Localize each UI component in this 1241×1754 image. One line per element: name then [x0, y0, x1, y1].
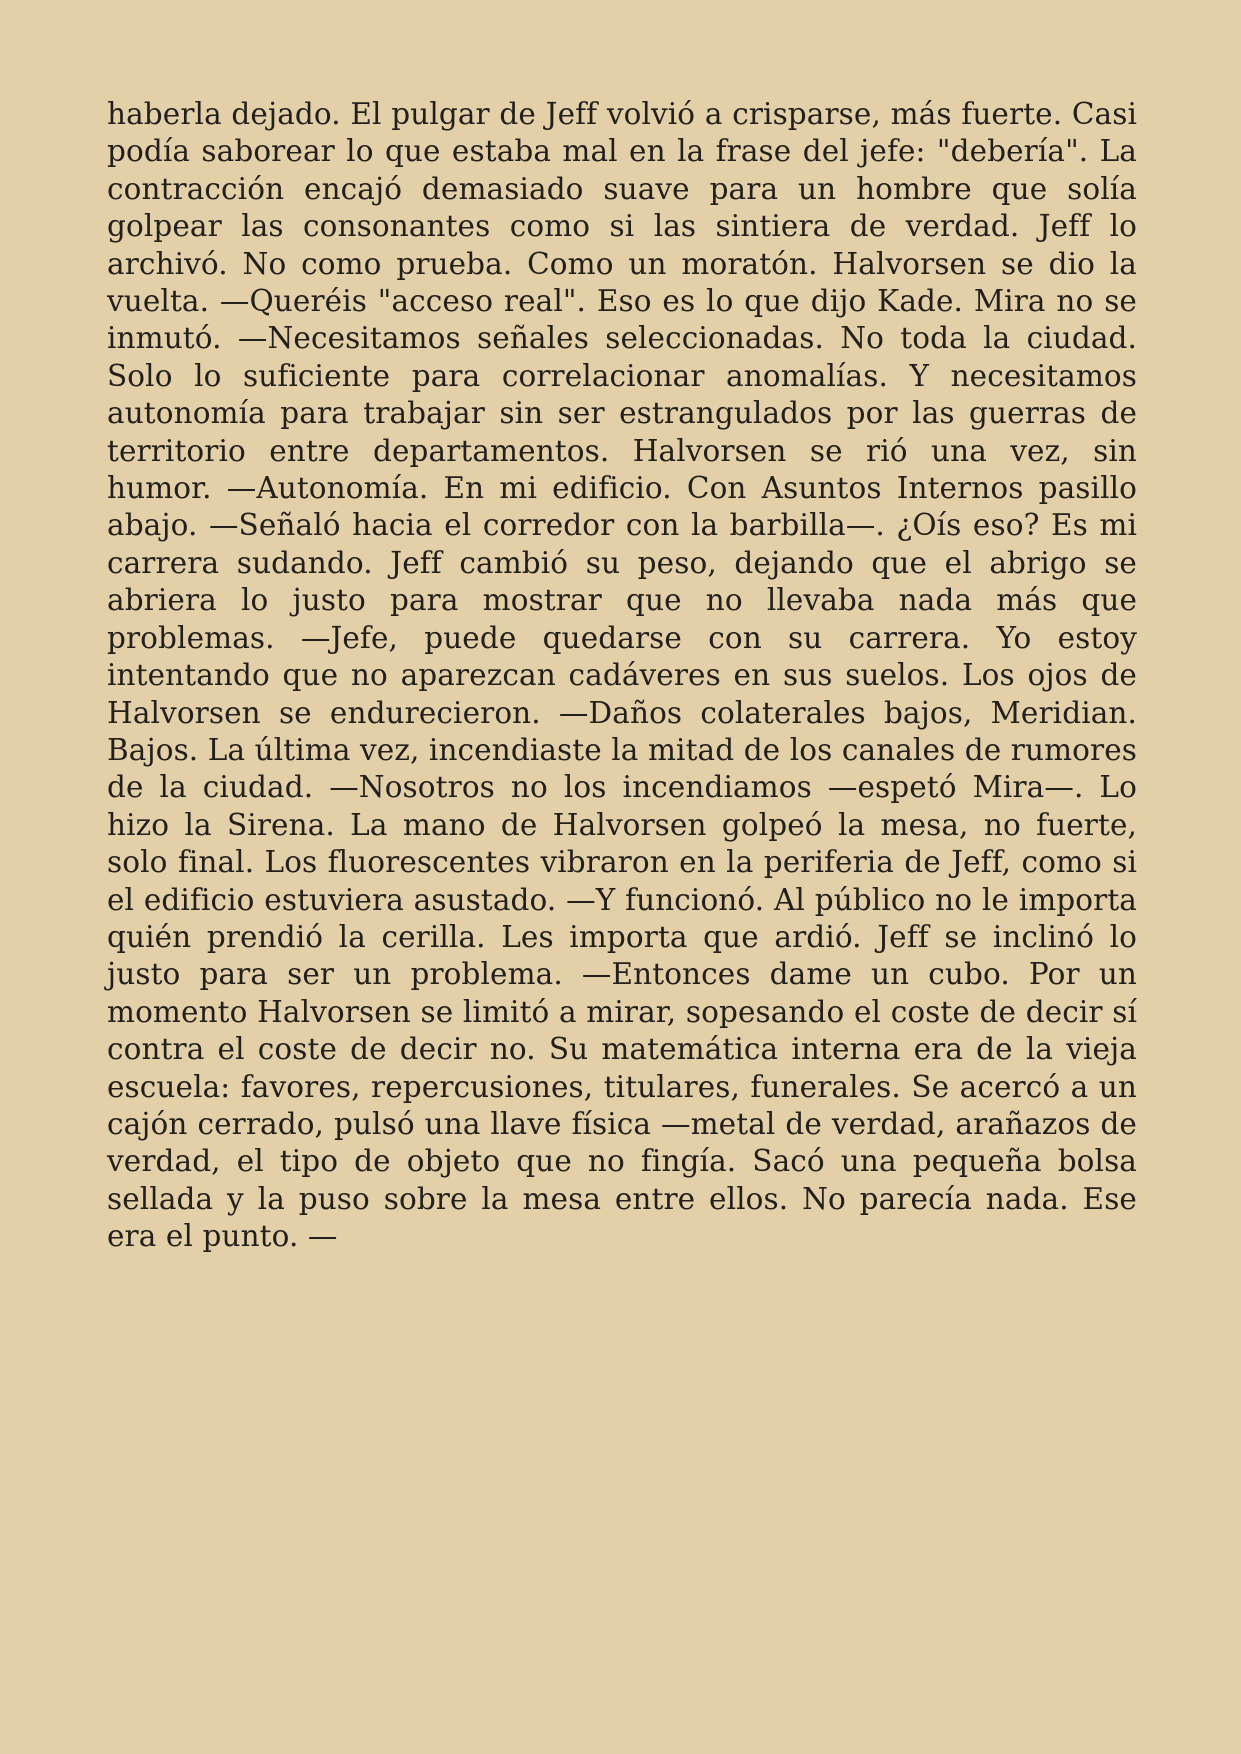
body-paragraph: haberla dejado. El pulgar de Jeff volvió a crisparse, más fuerte. Casi podía saborear lo que estaba mal en la frase del jefe: "debería". La contracción encajó demasiado suave para un hombre que solía golpear las consonantes como si las sintiera de verdad. Jeff lo archivó. No como prueba. Como un moratón. Halvorsen se dio la vuelta. —Queréis "acceso real". Eso es lo que dijo Kade. Mira no se inmutó. —Necesitamos señales seleccionadas. No toda la ciudad. Solo lo suficiente para correlacionar anomalías. Y necesitamos autonomía para trabajar sin ser estrangulados por las guerras de territorio entre departamentos. Halvorsen se rió una vez, sin humor. —Autonomía. En mi edificio. Con Asuntos Internos pasillo abajo. —Señaló hacia el corredor con la barbilla—. ¿Oís eso? Es mi carrera sudando. Jeff cambió su peso, dejando que el abrigo se abriera lo justo para mostrar que no llevaba nada más que problemas. —Jefe, puede quedarse con su carrera. Yo estoy intentando que no aparezcan cadáveres en sus suelos. Los ojos de Halvorsen se endurecieron. —Daños colaterales bajos, Meridian. Bajos. La última vez, incendiaste la mitad de los canales de rumores de la ciudad. —Nosotros no los incendiamos —espetó Mira—. Lo hizo la Sirena. La mano de Halvorsen golpeó la mesa, no fuerte, solo final. Los fluorescentes vibraron en la periferia de Jeff, como si el edificio estuviera asustado. —Y funcionó. Al público no le importa quién prendió la cerilla. Les importa que ardió. Jeff se inclinó lo justo para ser un problema. —Entonces dame un cubo. Por un momento Halvorsen se limitó a mirar, sopesando el coste de decir sí contra el coste de decir no. Su matemática interna era de la vieja escuela: favores, repercusiones, titulares, funerales. Se acercó a un cajón cerrado, pulsó una llave física —metal de verdad, arañazos de verdad, el tipo de objeto que no fingía. Sacó una pequeña bolsa sellada y la puso sobre la mesa entre ellos. No parecía nada. Ese era el punto. — — [107, 97, 1137, 1254]
